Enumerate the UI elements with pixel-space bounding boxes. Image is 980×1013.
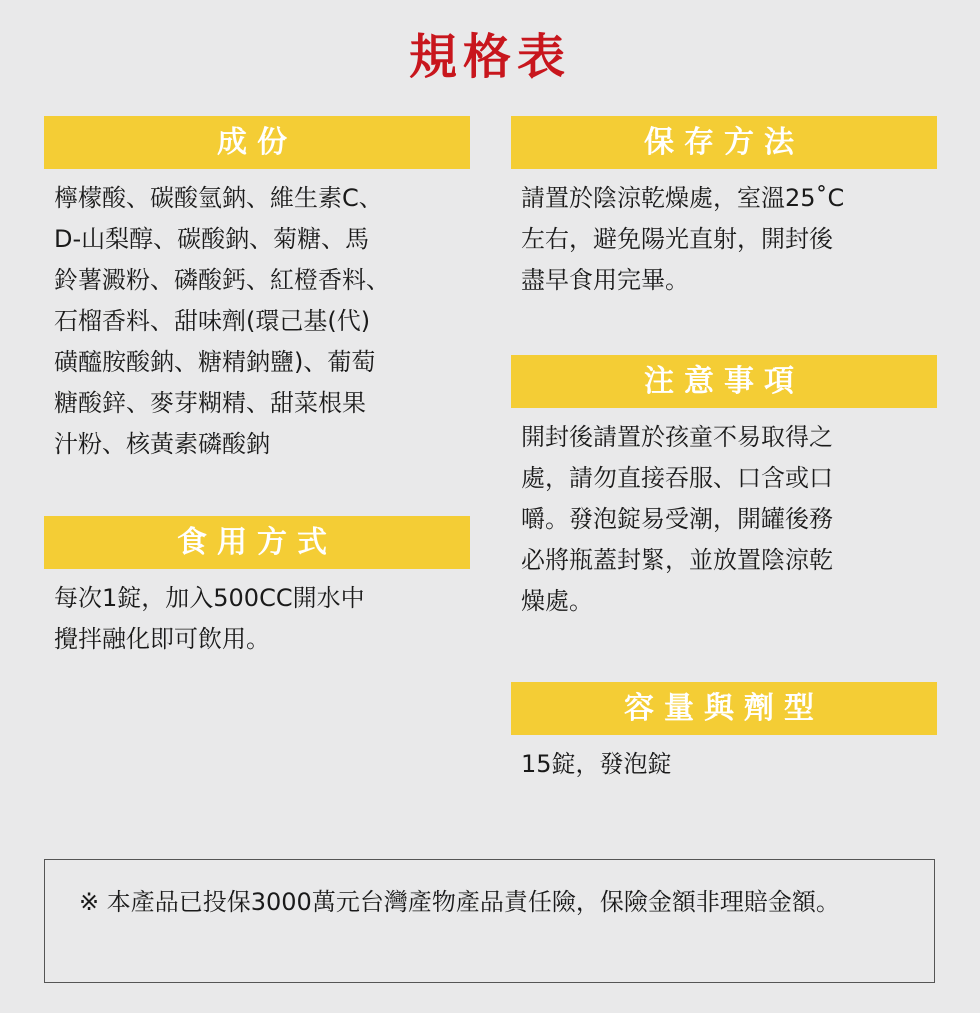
storage-section bbox=[511, 116, 937, 301]
notes-text: 開封後請置於孩童不易取得之 處，請勿直接吞服、口含或口 嚼。發泡錠易受潮，開罐後務 必將瓶蓋封緊，並放置陰涼乾 燥處。 bbox=[521, 423, 833, 615]
notes-heading: 注意事項 bbox=[511, 355, 937, 408]
ingredients-section bbox=[44, 116, 470, 465]
usage-heading: 食用方式 bbox=[44, 516, 470, 569]
usage-text: 每次1錠，加入500CC開水中 攪拌融化即可飲用。 bbox=[54, 584, 365, 653]
storage-heading: 保存方法 bbox=[511, 116, 937, 169]
disclaimer-text: ※ 本產品已投保3000萬元台灣產物產品責任險，保險金額非理賠金額。 bbox=[79, 888, 840, 916]
usage-section bbox=[44, 516, 470, 660]
capacity-text: 15錠，發泡錠 bbox=[521, 750, 672, 778]
storage-text: 請置於陰涼乾燥處，室溫25˚C 左右，避免陽光直射，開封後 盡早食用完畢。 bbox=[521, 184, 845, 294]
ingredients-heading: 成份 bbox=[44, 116, 470, 169]
capacity-section bbox=[511, 682, 937, 785]
capacity-heading: 容量與劑型 bbox=[511, 682, 937, 735]
notes-section bbox=[511, 355, 937, 622]
disclaimer-box bbox=[44, 859, 935, 983]
page-title: 規格表 bbox=[408, 29, 571, 85]
ingredients-text: 檸檬酸、碳酸氫鈉、維生素C、 D-山梨醇、碳酸鈉、菊糖、馬 鈴薯澱粉、磷酸鈣、紅橙香料、 石榴香料、甜味劑(環己基(代) 磺醯胺酸鈉、糖精鈉鹽)、葡萄 糖酸鋅、麥芽糊精、甜菜根果 汁粉、核黃素磷酸鈉 bbox=[54, 184, 390, 458]
